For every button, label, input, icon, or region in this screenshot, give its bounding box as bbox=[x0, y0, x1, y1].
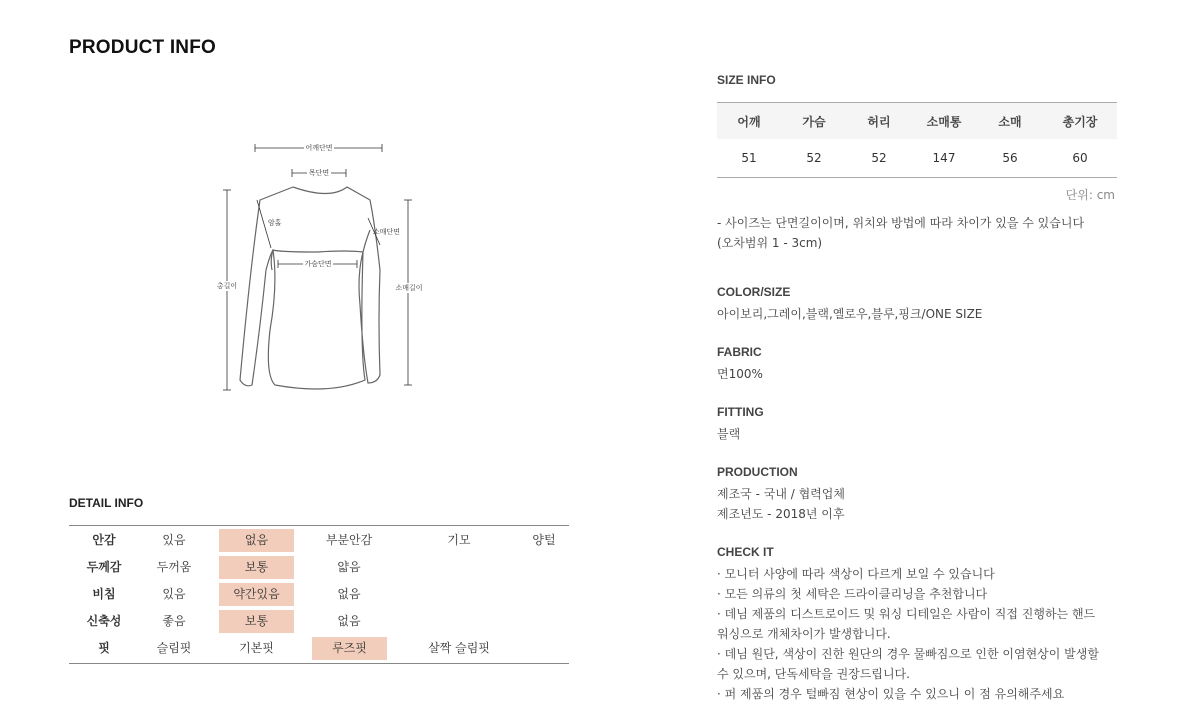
detail-option-selected: 보통 bbox=[219, 556, 294, 579]
size-value-cell: 51 bbox=[741, 151, 757, 165]
check-it-line: · 모든 의류의 첫 세탁은 드라이클리닝을 추천합니다 bbox=[717, 587, 988, 601]
detail-option-selected: 약간있음 bbox=[219, 583, 294, 606]
size-info-title: SIZE INFO bbox=[717, 73, 776, 87]
detail-option: 슬림핏 bbox=[156, 641, 192, 655]
size-value-cell: 52 bbox=[871, 151, 887, 165]
check-it-title: CHECK IT bbox=[717, 545, 774, 559]
detail-option: 기본핏 bbox=[239, 641, 274, 655]
detail-option-selected: 루즈핏 bbox=[312, 637, 387, 660]
check-it-line: · 모니터 사양에 따라 색상이 다르게 보일 수 있습니다 bbox=[717, 567, 995, 581]
garment-diagram-svg bbox=[200, 130, 460, 410]
detail-option: 없음 bbox=[337, 614, 361, 628]
check-it-line: 워싱으로 개체차이가 발생합니다. bbox=[717, 627, 891, 641]
detail-row-lining bbox=[69, 527, 569, 554]
check-it-line: · 퍼 제품의 경우 털빠짐 현상이 있을 수 있으니 이 점 유의해주세요 bbox=[717, 687, 1065, 701]
check-it-line: · 데님 제품의 디스트로이드 및 워싱 디테일은 사람이 직접 진행하는 핸드 bbox=[717, 607, 1096, 621]
fabric-title: FABRIC bbox=[717, 345, 762, 359]
neck-label: 목단면 bbox=[308, 169, 330, 177]
size-header-cell: 소매통 bbox=[926, 114, 962, 129]
color-size-title: COLOR/SIZE bbox=[717, 285, 791, 299]
detail-row-label: 신축성 bbox=[86, 614, 122, 628]
size-value-cell: 60 bbox=[1072, 151, 1088, 165]
detail-option: 있음 bbox=[162, 533, 186, 547]
size-header-cell: 어깨 bbox=[737, 114, 761, 129]
detail-row-elasticity bbox=[69, 608, 569, 635]
detail-row-label: 안감 bbox=[92, 533, 116, 547]
detail-row-label: 비침 bbox=[92, 587, 116, 601]
size-table-header-row bbox=[717, 103, 1117, 139]
total-length-label: 총길이 bbox=[216, 282, 238, 290]
fabric-text: 면100% bbox=[717, 367, 763, 381]
armhole-label: 암홀 bbox=[268, 219, 282, 227]
production-line: 제조년도 - 2018년 이후 bbox=[717, 507, 845, 521]
production-line: 제조국 - 국내 / 협력업체 bbox=[717, 487, 845, 501]
size-header-cell: 총기장 bbox=[1062, 114, 1098, 129]
detail-option: 살짝 슬림핏 bbox=[428, 641, 490, 655]
sleeve-length-label: 소매길이 bbox=[395, 284, 423, 292]
fitting-text: 블랙 bbox=[717, 427, 741, 441]
unit-note: 단위: cm bbox=[1065, 188, 1115, 202]
detail-option: 없음 bbox=[337, 587, 361, 601]
detail-row-label: 핏 bbox=[98, 641, 110, 655]
page-title: PRODUCT INFO bbox=[69, 37, 217, 58]
detail-row-fit bbox=[69, 635, 569, 662]
size-table-value-row bbox=[717, 139, 1117, 177]
size-value-cell: 147 bbox=[932, 151, 956, 165]
sleeve-width-label: 소매단면 bbox=[373, 228, 401, 236]
detail-info-title: DETAIL INFO bbox=[69, 496, 144, 510]
size-table bbox=[717, 102, 1117, 178]
detail-option: 좋음 bbox=[162, 614, 186, 628]
detail-option-selected: 없음 bbox=[219, 529, 294, 552]
size-header-cell: 허리 bbox=[867, 114, 891, 129]
detail-option: 양털 bbox=[532, 533, 556, 547]
shoulder-label: 어깨단면 bbox=[305, 144, 333, 152]
production-title: PRODUCTION bbox=[717, 465, 798, 479]
size-note-line: - 사이즈는 단면길이이며, 위치와 방법에 따라 차이가 있을 수 있습니다 bbox=[717, 216, 1085, 230]
detail-option: 있음 bbox=[162, 587, 186, 601]
detail-option-selected: 보통 bbox=[219, 610, 294, 633]
check-it-line: 수 있으며, 단독세탁을 권장드립니다. bbox=[717, 667, 910, 681]
detail-row-thickness bbox=[69, 554, 569, 581]
detail-option: 부분안감 bbox=[325, 533, 373, 547]
color-size-text: 아이보리,그레이,블랙,옐로우,블루,핑크/ONE SIZE bbox=[717, 307, 983, 321]
detail-row-sheerness bbox=[69, 581, 569, 608]
detail-option: 얇음 bbox=[337, 560, 361, 574]
size-header-cell: 소매 bbox=[998, 114, 1022, 129]
size-note-line: (오차범위 1 - 3cm) bbox=[717, 236, 823, 250]
detail-option: 기모 bbox=[447, 533, 471, 547]
chest-label: 가슴단면 bbox=[304, 260, 332, 268]
fitting-title: FITTING bbox=[717, 405, 764, 419]
size-value-cell: 52 bbox=[806, 151, 822, 165]
size-diagram bbox=[200, 130, 460, 410]
detail-info-table bbox=[69, 525, 569, 664]
size-value-cell: 56 bbox=[1002, 151, 1018, 165]
check-it-line: · 데님 원단, 색상이 진한 원단의 경우 물빠짐으로 인한 이염현상이 발생할 bbox=[717, 647, 1099, 661]
detail-row-label: 두께감 bbox=[86, 560, 122, 574]
size-header-cell: 가슴 bbox=[802, 114, 826, 129]
detail-option: 두꺼움 bbox=[156, 560, 192, 574]
